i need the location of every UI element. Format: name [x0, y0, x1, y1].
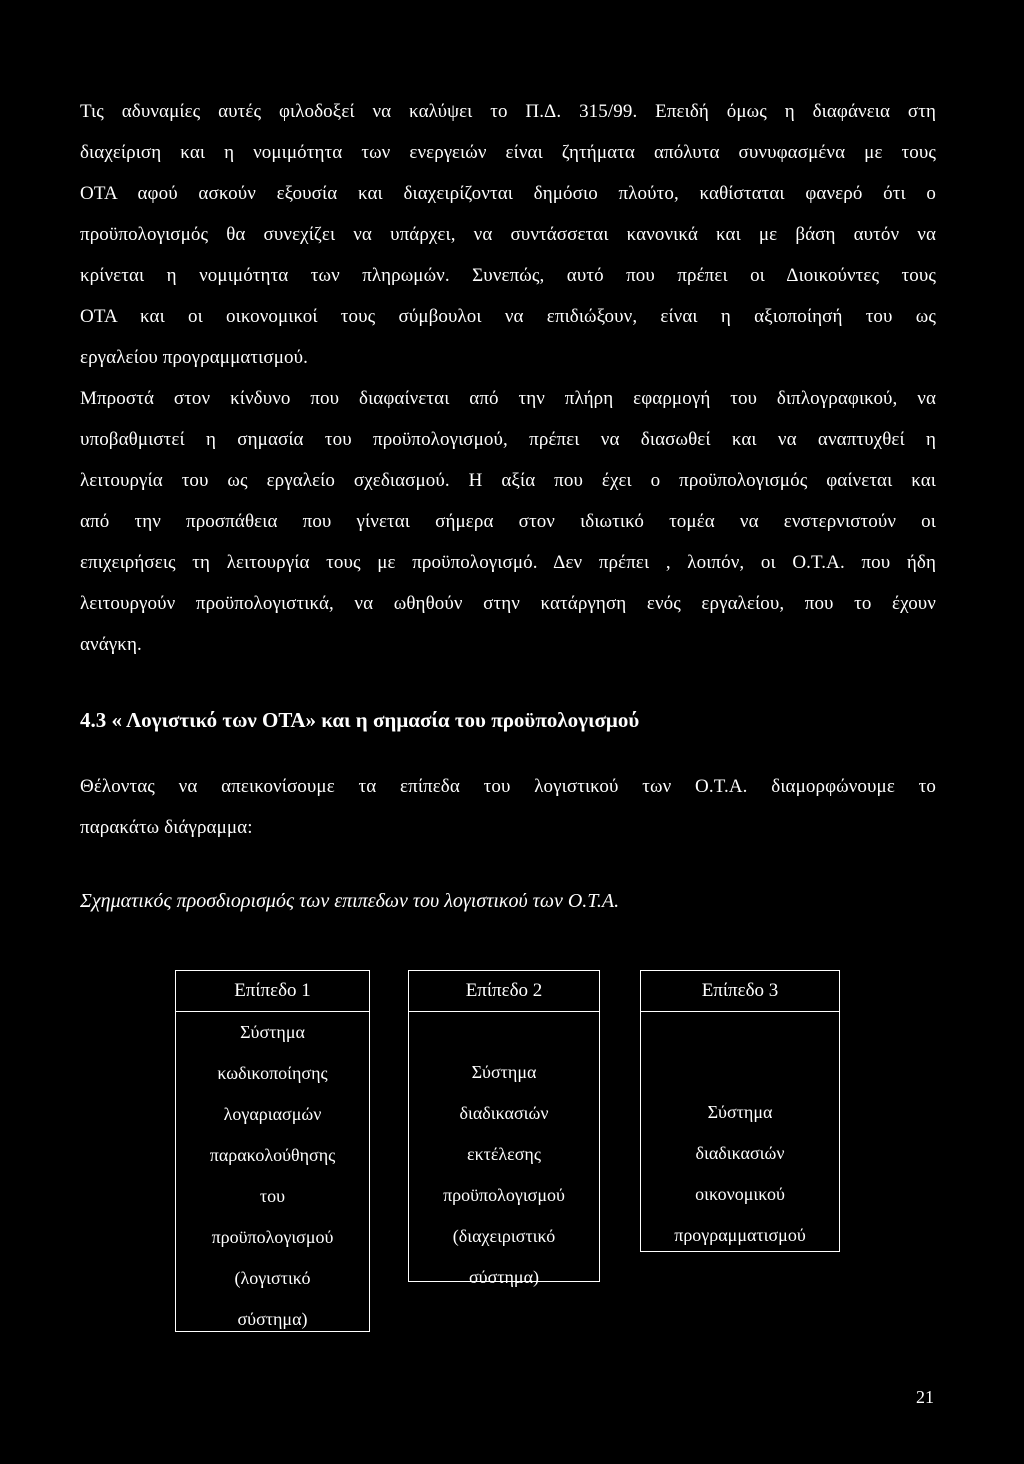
level-3-description — [641, 1012, 839, 1256]
level-1-line: (λογιστικό — [234, 1268, 311, 1288]
paragraph-2-line: ανάγκη. — [80, 634, 142, 655]
paragraph-2-line: λειτουργία του ως εργαλείο σχεδιασμού. Η αξία που έχει ο προϋπολογισμός φαίνεται και — [80, 470, 936, 491]
level-1-line: σύστημα) — [237, 1309, 308, 1329]
level-1-description — [176, 1012, 369, 1340]
level-1-line: λογαριασμών — [223, 1104, 322, 1124]
level-3-line: προγραμματισμού — [674, 1225, 806, 1245]
level-3-line: Σύστημα — [707, 1102, 773, 1122]
paragraph-1-line: ΟΤΑ και οι οικονομικοί τους σύμβουλοι να επιδιώξουν, είναι η αξιοποίησή του ως — [80, 306, 936, 327]
paragraph-1-line: εργαλείου προγραμματισμού. — [80, 347, 308, 368]
level-2-line: (διαχειριστικό — [452, 1226, 556, 1246]
level-1-line: του — [259, 1186, 286, 1206]
level-3-line: οικονομικού — [695, 1184, 785, 1204]
level-2-title: Επίπεδο 2 — [409, 971, 599, 1012]
page-number: 21 — [916, 1387, 934, 1407]
level-3-line: διαδικασιών — [695, 1143, 785, 1163]
level-2-description — [409, 1012, 599, 1298]
paragraph-1-line: διαχείριση και η νομιμότητα των ενεργειών είναι ζητήματα απόλυτα συνυφασμένα με τους — [80, 142, 936, 163]
paragraph-3-line: παρακάτω διάγραμμα: — [80, 817, 253, 838]
level-3-title: Επίπεδο 3 — [641, 971, 839, 1012]
paragraph-2-line: υποβαθμιστεί η σημασία του προϋπολογισμού, πρέπει να διασωθεί και να αναπτυχθεί η — [80, 429, 936, 450]
paragraph-3-line: Θέλοντας να απεικονίσουμε τα επίπεδα του λογιστικού των Ο.Τ.Α. διαμορφώνουμε το — [80, 776, 936, 797]
level-2-line: προϋπολογισμού — [443, 1185, 565, 1205]
level-1-title: Επίπεδο 1 — [176, 971, 369, 1012]
paragraph-1-line: κρίνεται η νομιμότητα των πληρωμών. Συνεπώς, αυτό που πρέπει οι Διοικούντες τους — [80, 265, 936, 286]
level-2-line: Σύστημα — [471, 1062, 537, 1082]
level-2-box — [408, 970, 600, 1287]
level-1-box — [175, 970, 370, 1332]
paragraph-1-line: Τις αδυναμίες αυτές φιλοδοξεί να καλύψει το Π.Δ. 315/99. Επειδή όμως η διαφάνεια στη — [80, 101, 936, 122]
level-1-line: προϋπολογισμού — [211, 1227, 334, 1247]
paragraph-2-line: λειτουργούν προϋπολογιστικά, να ωθηθούν στην κατάργηση ενός εργαλείου, που το έχουν — [80, 593, 936, 614]
section-heading: 4.3 « Λογιστικό των ΟΤΑ» και η σημασία του προϋπολογισμού — [80, 708, 640, 732]
paragraph-2-line: από την προσπάθεια που γίνεται σήμερα στον ιδιωτικό τομέα να ενστερνιστούν οι — [80, 511, 936, 532]
level-2-line: σύστημα) — [468, 1267, 540, 1287]
figure-caption: Σχηματικός προσδιορισμός των επιπεδων του λογιστικού των Ο.Τ.Α. — [80, 890, 620, 912]
level-2-line: εκτέλεσης — [467, 1144, 541, 1164]
paragraph-2-line: επιχειρήσεις τη λειτουργία τους με προϋπολογισμό. Δεν πρέπει , λοιπόν, οι Ο.Τ.Α. που ήδη — [80, 552, 936, 573]
paragraph-2-line: Μπροστά στον κίνδυνο που διαφαίνεται από την πλήρη εφαρμογή του διπλογραφικού, να — [80, 388, 936, 409]
level-1-line: παρακολούθησης — [209, 1145, 336, 1165]
level-1-line: κωδικοποίησης — [217, 1063, 328, 1083]
paragraph-1-line: ΟΤΑ αφού ασκούν εξουσία και διαχειρίζονται δημόσιο πλούτο, καθίσταται φανερό ότι ο — [80, 183, 936, 204]
paragraph-1-line: προϋπολογισμός θα συνεχίζει να υπάρχει, να συντάσσεται κανονικά και με βάση αυτόν να — [80, 224, 936, 245]
level-1-line: Σύστημα — [240, 1022, 305, 1042]
level-2-line: διαδικασιών — [459, 1103, 549, 1123]
level-3-box — [640, 970, 840, 1252]
